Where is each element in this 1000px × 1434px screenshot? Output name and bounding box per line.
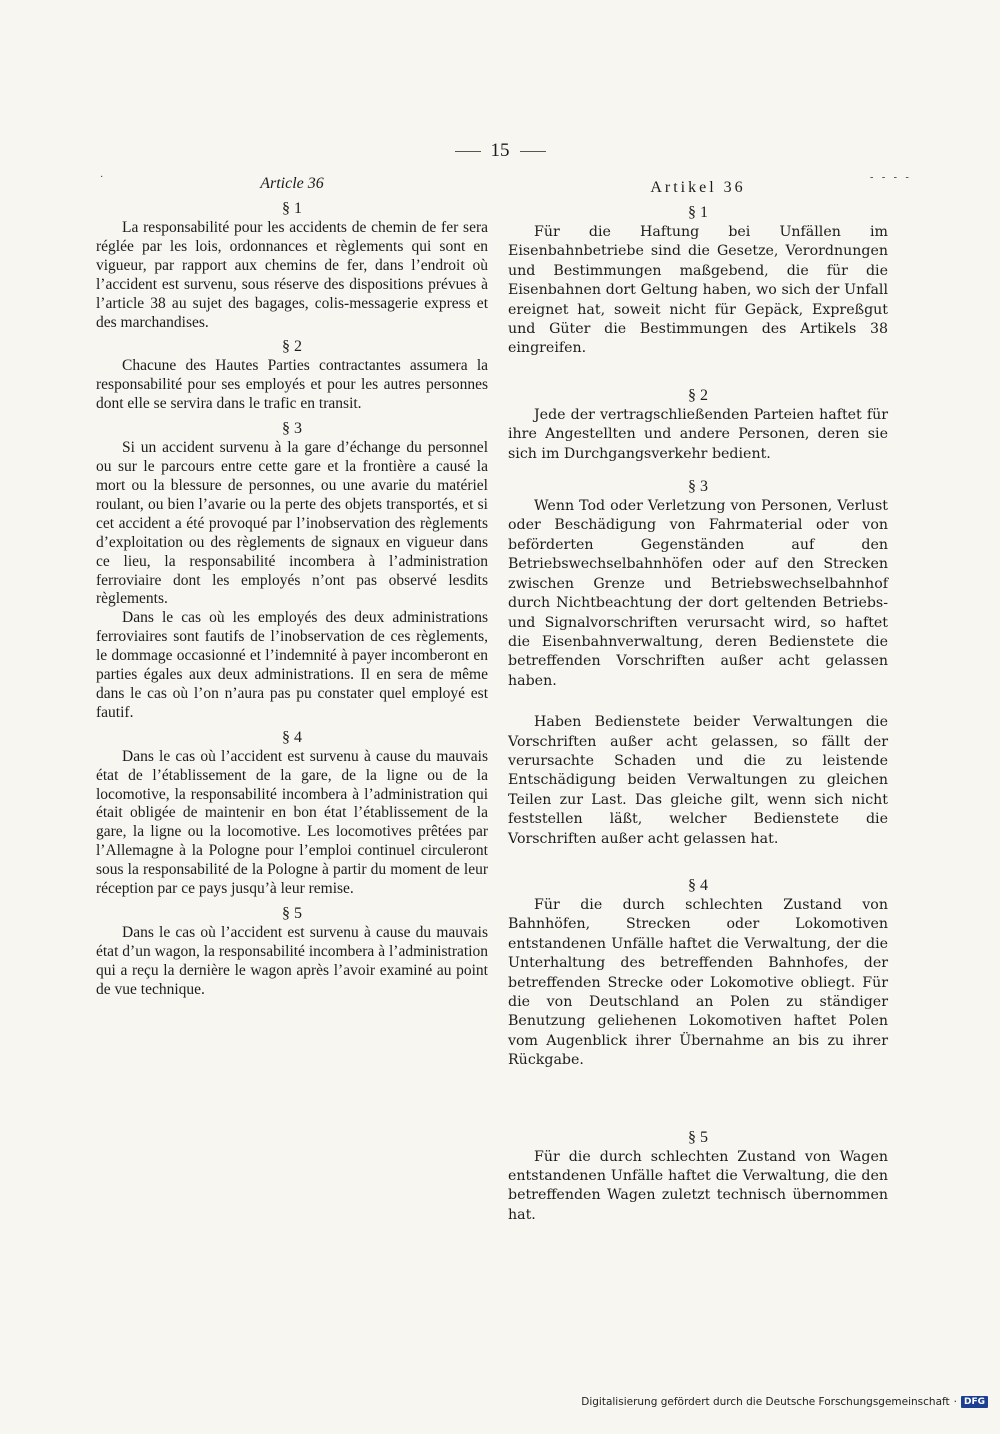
paragraph: Chacune des Hautes Parties contractantes assumera la responsabilité pour ses employés et pour les autres personnes dont elle se servira dans le trafic en transit.: [96, 357, 488, 413]
section-heading: § 3: [688, 478, 708, 496]
section-heading: § 5: [688, 1128, 708, 1146]
dfg-logo: DFG: [961, 1396, 988, 1408]
article-title: Article 36: [260, 175, 324, 192]
paragraph: Si un accident survenu à la gare d’échange du personnel ou sur le parcours entre cette gare et la frontière a causé la mort ou la blessure de personnes, ou une avarie du matériel roulant, ou bien l’avarie ou la perte des objets transportés, et si cet accident a été provoqué par l’inobservation des règlements d’exploitation ou des règlements de signaux en vigueur dans ce lieu, la responsabilité incombera à l’administration ferroviaire dont les employés n’ont pas observé lesdits règlements.: [96, 439, 488, 608]
article-title: Artikel 36: [650, 179, 746, 196]
digitization-credit: Digitalisierung gefördert durch die Deutsche Forschungsgemeinschaft · DFG: [581, 1396, 988, 1408]
paragraph: Für die durch schlechten Zustand von Wagen entstandenen Unfälle haftet die Verwaltung, die den betreffenden Wagen zuletzt technisch übernommen hat.: [508, 1148, 888, 1223]
paragraph: Dans le cas où l’accident est survenu à cause du mauvais état de l’établissement de la gare, de la ligne ou de la locomotive, la responsabilité incombera à l’administration qui était obligée de maintenir en bon état l’établissement de la gare, la ligne ou la locomotive. Les locomotives prêtées par l’Allemagne à la Pologne pour l’emploi continuel circuleront sous la responsabilité de la Pologne à partir du moment de leur réception par ce pays jusqu’à leur remise.: [96, 747, 488, 898]
paragraph: Dans le cas où l’accident est survenu à cause du mauvais état d’un wagon, la responsabilité incombera à l’administration qui a reçu la dernière le wagon après l’avoir examiné au point de vue technique.: [96, 924, 488, 998]
section-heading: § 2: [688, 386, 708, 404]
section-heading: § 2: [282, 338, 302, 356]
section-heading: § 5: [282, 905, 302, 922]
divider: [455, 151, 481, 152]
section-heading: § 3: [282, 420, 302, 438]
paragraph: Haben Bedienstete beider Verwaltungen die Vorschriften außer acht gelassen, so fällt der verursachte Schaden und die zu leistende Entschädigung beiden Verwaltungen zu gleichen Teilen zur Last. Das gleiche gilt, wenn sich nicht feststellen läßt, welcher Bedienstete die Vorschriften außer acht gelassen hat.: [508, 714, 888, 847]
section-heading: § 4: [688, 876, 708, 894]
paragraph: La responsabilité pour les accidents de chemin de fer sera réglée par les lois, ordonnances et règlements qui sont en vigueur, par rapport aux chemins de fer, dans l’endroit où l’accident est survenu, sous réserve des dispositions prévues à l’article 38 au sujet des bagages, colis-messagerie express et des marchandises.: [96, 219, 488, 331]
paragraph: Dans le cas où les employés des deux administrations ferroviaires sont fautifs de l’inobservation de ces règlements, le dommage occasionné et l’indemnité à payer incomberont en parties égales aux deux administrations. Il en sera de même dans le cas où l’on n’aura pas pu constater quel employé est fautif.: [96, 609, 488, 721]
section-heading: § 1: [688, 204, 708, 221]
section-heading: § 4: [282, 728, 302, 746]
paragraph: Für die Haftung bei Unfällen im Eisenbahnbetriebe sind die Gesetze, Verordnungen und Bestimmungen maßgebend, die für die Eisenbahnen dort Geltung haben, wo sich der Unfall ereignet hat, soweit nicht für Gepäck, Expreßgut und Güter die Bestimmungen des Artikels 38 eingreifen.: [508, 224, 888, 357]
page-number-row: [0, 140, 1000, 162]
print-speck: ·: [100, 172, 104, 183]
french-column: [96, 173, 488, 1000]
paragraph: Für die durch schlechten Zustand von Bahnhöfen, Strecken oder Lokomotiven entstandenen Unfälle haftet die Verwaltung, der die Unterhaltung des betreffenden Bahnhofes, der betreffenden Strecke oder Lokomotive obliegt. Für die von Deutschland an Polen zu ständiger Benutzung geliehenen Lokomotiven haftet Polen vom Augenblick ihrer Übernahme an bis zu ihrer Rückgabe.: [508, 896, 888, 1069]
credit-text: Digitalisierung gefördert durch die Deutsche Forschungsgemeinschaft: [581, 1396, 950, 1408]
paragraph: Jede der vertragschließenden Parteien haftet für ihre Angestellten und andere Personen, deren sie sich im Durchgangsverkehr bedient.: [508, 406, 888, 462]
paragraph: Wenn Tod oder Verletzung von Personen, Verlust oder Beschädigung von Fahrmaterial oder von beförderten Gegenständen auf den Betriebswechselbahnhöfen oder auf den Strecken zwischen Grenze und Betriebswechselbahnhof durch Nichtbeachtung der dort geltenden Betriebs- und Signalvorschriften verursacht wird, so haftet die Eisenbahnverwaltung, deren Bedienstete die betreffenden Vorschriften außer acht gelassen haben.: [508, 498, 888, 689]
page-number: 15: [490, 140, 510, 161]
divider: [520, 151, 546, 152]
section-heading: § 1: [282, 200, 302, 217]
print-speck: - - - -: [870, 172, 912, 183]
german-column: [508, 173, 888, 1225]
